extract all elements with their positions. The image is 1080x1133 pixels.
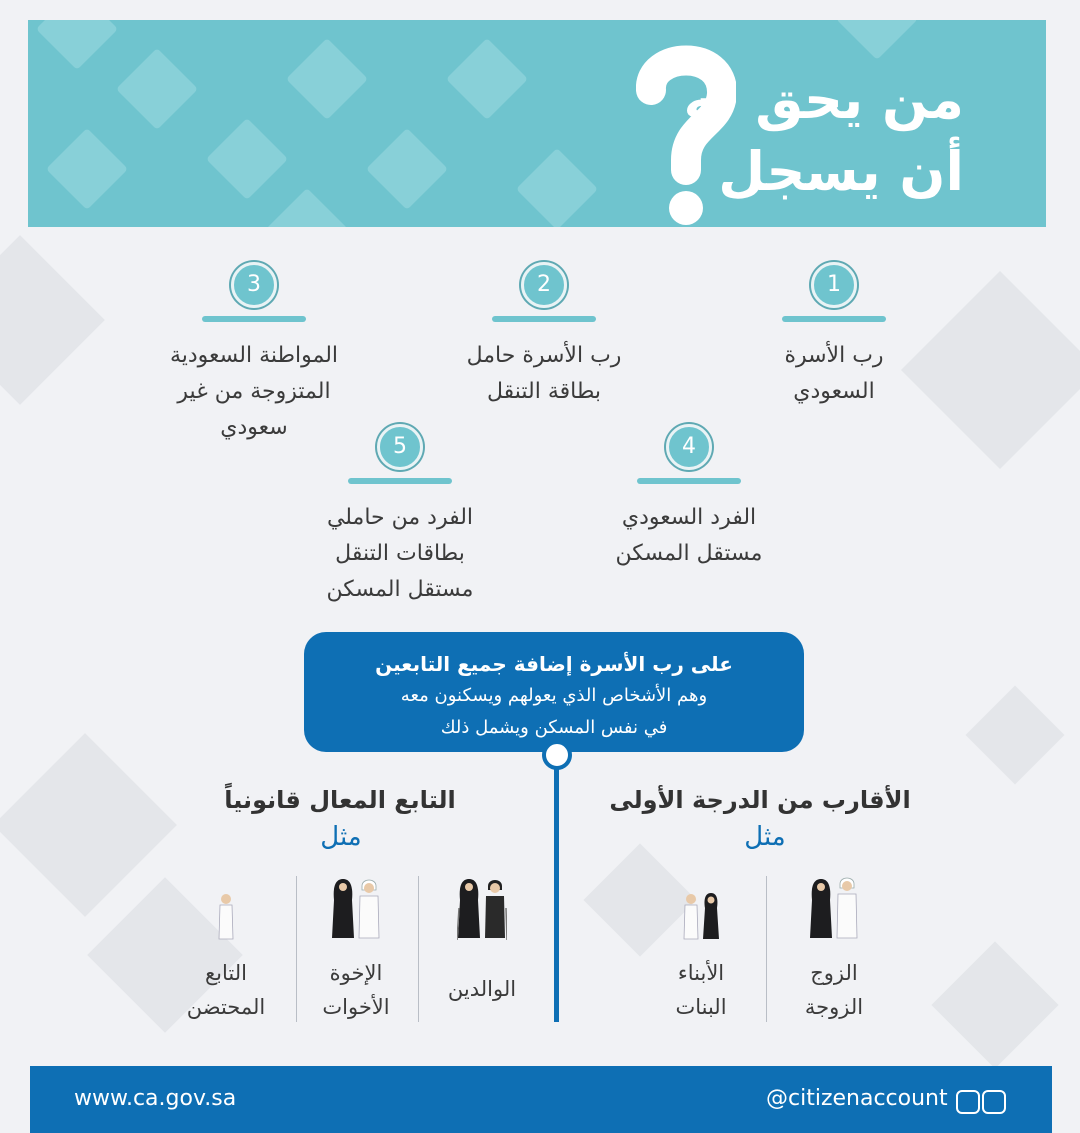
divider-bar bbox=[637, 478, 741, 484]
number-badge: 5 bbox=[377, 424, 423, 470]
divider-bar bbox=[202, 316, 306, 322]
divider-bar bbox=[492, 316, 596, 322]
group-divider bbox=[766, 876, 767, 1022]
eligible-item-1 bbox=[714, 262, 954, 410]
connector-knob bbox=[542, 740, 572, 770]
number-badge: 4 bbox=[666, 424, 712, 470]
children-icon bbox=[656, 872, 746, 940]
divider-bar bbox=[348, 478, 452, 484]
number-badge: 1 bbox=[811, 262, 857, 308]
group-children: الأبناء البنات bbox=[656, 872, 746, 1024]
website-link[interactable]: www.ca.gov.sa bbox=[74, 1086, 237, 1111]
number-badge: 3 bbox=[231, 262, 277, 308]
social-handle[interactable]: @citizenaccount bbox=[766, 1086, 948, 1111]
eligible-label: الفرد السعودي مستقل المسكن bbox=[615, 505, 763, 566]
eligible-item-4 bbox=[569, 424, 809, 572]
group-foster: التابع المحتضن bbox=[176, 872, 276, 1024]
eligible-item-2 bbox=[424, 262, 664, 410]
footer-bar bbox=[30, 1066, 1052, 1133]
siblings-icon bbox=[306, 872, 406, 940]
number-badge: 2 bbox=[521, 262, 567, 308]
parents-icon bbox=[432, 872, 532, 940]
eligible-label: رب الأسرة حامل بطاقة التنقل bbox=[466, 343, 622, 404]
connector-line bbox=[554, 752, 559, 1022]
legal-dependent-title: التابع المعال قانونياً bbox=[224, 786, 456, 814]
eligible-label: الفرد من حاملي بطاقات التنقل مستقل المسكن bbox=[326, 505, 474, 602]
foster-child-icon bbox=[176, 872, 276, 940]
group-spouses: الزوج الزوجة bbox=[786, 872, 882, 1024]
twitter-icon[interactable] bbox=[956, 1090, 980, 1114]
eligible-item-5 bbox=[280, 424, 520, 608]
header-banner bbox=[28, 20, 1046, 227]
eligible-item-3 bbox=[134, 262, 374, 446]
group-parents: الوالدين bbox=[432, 872, 532, 1006]
eligible-label: المواطنة السعودية المتزوجة من غير سعودي bbox=[169, 343, 339, 440]
dependents-note-box: على رب الأسرة إضافة جميع التابعين وهم الأشخاص الذي يعولهم ويسكنون معه في نفس المسكن ويشمل ذلك bbox=[304, 632, 804, 752]
first-degree-title: الأقارب من الدرجة الأولى bbox=[609, 786, 911, 814]
eligible-label: رب الأسرة السعودي bbox=[784, 343, 884, 404]
divider-bar bbox=[782, 316, 886, 322]
group-divider bbox=[418, 876, 419, 1022]
page-title: من يحق له أن يسجل bbox=[683, 68, 964, 203]
couple-icon bbox=[786, 872, 882, 940]
group-divider bbox=[296, 876, 297, 1022]
legal-dependent-example: مثل bbox=[320, 822, 362, 852]
group-siblings: الإخوة الأخوات bbox=[306, 872, 406, 1024]
first-degree-example: مثل bbox=[744, 822, 786, 852]
youtube-icon[interactable] bbox=[982, 1090, 1006, 1114]
